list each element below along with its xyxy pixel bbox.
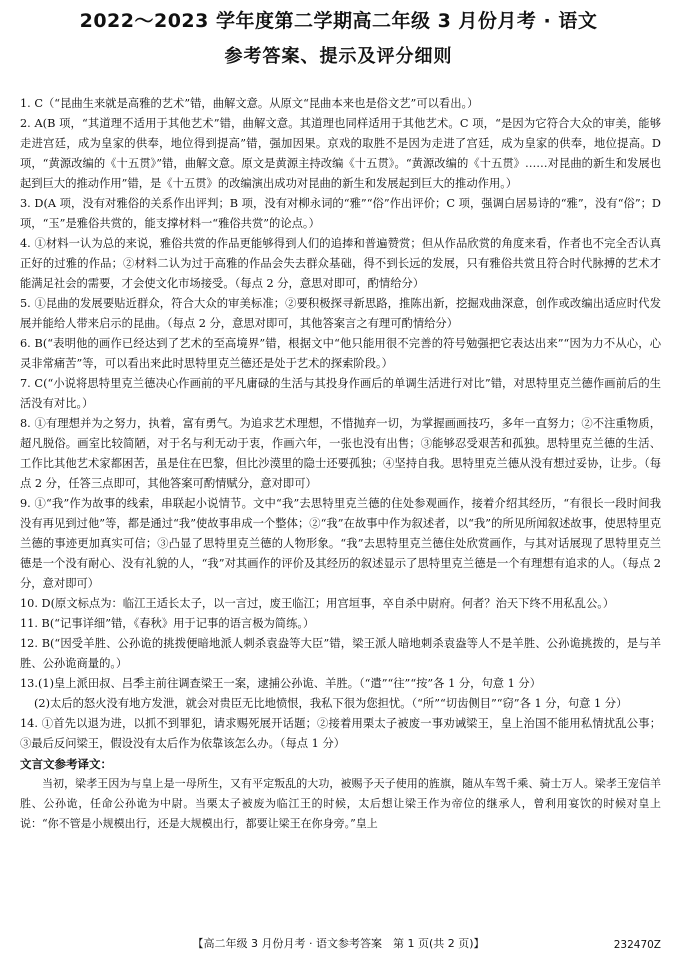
answer-item-1: 1. C（“昆曲生来就是高雅的艺术”错，曲解文意。从原文“昆曲本来也是俗文艺”可以看出。） [20,97,479,110]
page-footer: 【高二年级 3 月份月考 · 语文参考答案 第 1 页(共 2 页)】 [192,937,485,950]
answer-13-number: 13. [20,677,38,690]
answer-13-part-1: (1)皇上派田叔、吕季主前往调查梁王一案，逮捕公孙诡、羊胜。（“遣”“往”“按”各 1 分，句意 1 分） [37,677,541,690]
answer-item-10: 10. D(原文标点为：临江王适长太子，以一言过，废王临江；用宫垣事，卒自杀中尉府。何者？治天下终不用私乱公。） [20,597,615,610]
translation-text: 当初，梁孝王因为与皇上是一母所生，又有平定叛乱的大功，被赐予天子使用的旌旗，随从车驾千乘、骑士万人。梁孝王宠信羊胜、公孙诡，任命公孙诡为中尉。当栗太子被废为临江王的时候，太后想让梁王作为帝位的继承人，曾利用宴饮的时候对皇上说：“你不管是小规模出行，还是大规模出行，都要让梁王在你身旁。”皇上 [20,777,661,830]
answer-item-2: 2. A(B 项，“其道理不适用于其他艺术”错，曲解文意。其道理也同样适用于其他艺术。C 项，“是因为它符合大众的审美，能够走进宫廷，成为皇家的供奉，地位得到提高”错，强加因果。京戏的取胜不是因为走进了宫廷，成为皇家的供奉，地位提高。D 项，“黄源改编的《十五贯》”错，曲解文意。原文是黄源主持改编《十五贯》。“黄源改编的《十五贯》……对昆曲的新生和发展也起到巨大的推动作用”错，是《十五贯》的改编演出成功对昆曲的新生和发展起到巨大的推动作用。） [20,117,661,190]
answer-item-3: 3. D(A 项，没有对雅俗的关系作出评判；B 项，没有对柳永词的“雅”“俗”作出评价；C 项，强调白居易诗的“雅”，没有“俗”；D 项，“玉”是雅俗共赏的，能支撑材料一“雅俗共赏”的论点。） [20,197,661,230]
answer-13-part-2: (2)太后的怒火没有地方发泄，就会对贵臣无比地愤恨，我私下很为您担忧。（“所”“切齿侧目”“窃”各 1 分，句意 1 分） [34,697,628,710]
answer-item-9: 9. ①“我”作为故事的线索，串联起小说情节。文中“我”去思特里克兰德的住处参观画作，接着介绍其经历，“有很长一段时间我没有再见到过他”等，都是通过“我”使故事串成一个整体；②“我”在故事中作为叙述者，以“我”的所见所闻叙述故事，使思特里克兰德的事迹更加真实可信；③凸显了思特里克兰德的人物形象。“我”去思特里克兰德住处欣赏画作，与其对话展现了思特里克兰德是一个没有耐心、没有礼貌的人，“我”对其画作的评价及其经历的叙述显示了思特里克兰德是一个有理想有追求的人。（每点 2 分，意对即可） [20,497,661,590]
answer-item-13 [20,674,661,694]
document-subtitle: 参考答案、提示及评分细则 [224,46,453,67]
answers-body [20,94,661,834]
answer-item-14: 14. ①首先以退为进，以抓不到罪犯，请求赐死展开话题；②接着用栗太子被废一事劝诫梁王，皇上治国不能用私情扰乱公事；③最后反问梁王，假设没有太后作为依靠该怎么办。（每点 1 分） [20,717,662,750]
answer-item-8: 8. ①有理想并为之努力，执着，富有勇气。为追求艺术理想，不惜抛弃一切，为掌握画画技巧，多年一直努力；②不注重物质，超凡脱俗。画室比较简陋，对于名与利无动于衷，作画六年，一张也没有出售；③能够忍受艰苦和孤独。思特里克兰德的生活、工作比其他艺术家都困苦，虽是住在巴黎，但比沙漠里的隐士还要孤独；④坚持自我。思特里克兰德从没有想过妥协，让步。（每点 2 分，任答三点即可，其他答案可酌情赋分，意对即可） [20,417,661,490]
answer-item-11: 11. B(“记事详细”错，《春秋》用于记事的语言极为简练。） [20,617,315,630]
document-code: 232470Z [613,939,661,951]
answer-item-7: 7. C(“小说将思特里克兰德决心作画前的平凡庸碌的生活与其投身作画后的单调生活进行对比”错，对思特里克兰德作画前后的生活没有对比。） [20,377,661,410]
answer-item-12: 12. B(“因受羊胜、公孙诡的挑拨便暗地派人刺杀袁盎等大臣”错，梁王派人暗地刺杀袁盎等人不是羊胜、公孙诡挑拨的，是与羊胜、公孙诡商量的。） [20,637,661,670]
answer-item-4: 4. ①材料一认为总的来说，雅俗共赏的作品更能够得到人们的追捧和普遍赞赏；但从作品欣赏的角度来看，作者也不完全否认真正好的过雅的作品；②材料二认为过于高雅的作品会失去群众基础，得不到长远的发展，只有雅俗共赏且符合时代脉搏的艺术才能满足社会的需要，才会使文化市场接受。（每点 2 分，意思对即可，酌情给分） [20,237,661,290]
translation-heading: 文言文参考译文： [20,757,112,771]
document-title: 2022～2023 学年度第二学期高二年级 3 月份月考 · 语文 [79,10,598,32]
answer-item-5: 5. ①昆曲的发展要贴近群众，符合大众的审美标准；②要积极探寻新思路，推陈出新，挖掘戏曲深意，创作或改编出适应时代发展并能给人带来启示的昆曲。（每点 2 分，意思对即可，其他答案言之有理可酌情给分） [20,297,661,330]
answer-item-6: 6. B(“表明他的画作已经达到了艺术的至高境界”错，根据文中“他只能用很不完善的符号勉强把它表达出来”“因为力不从心，心灵非常痛苦”等，可以看出来此时思特里克兰德还是处于艺术的探索阶段。） [20,337,661,370]
